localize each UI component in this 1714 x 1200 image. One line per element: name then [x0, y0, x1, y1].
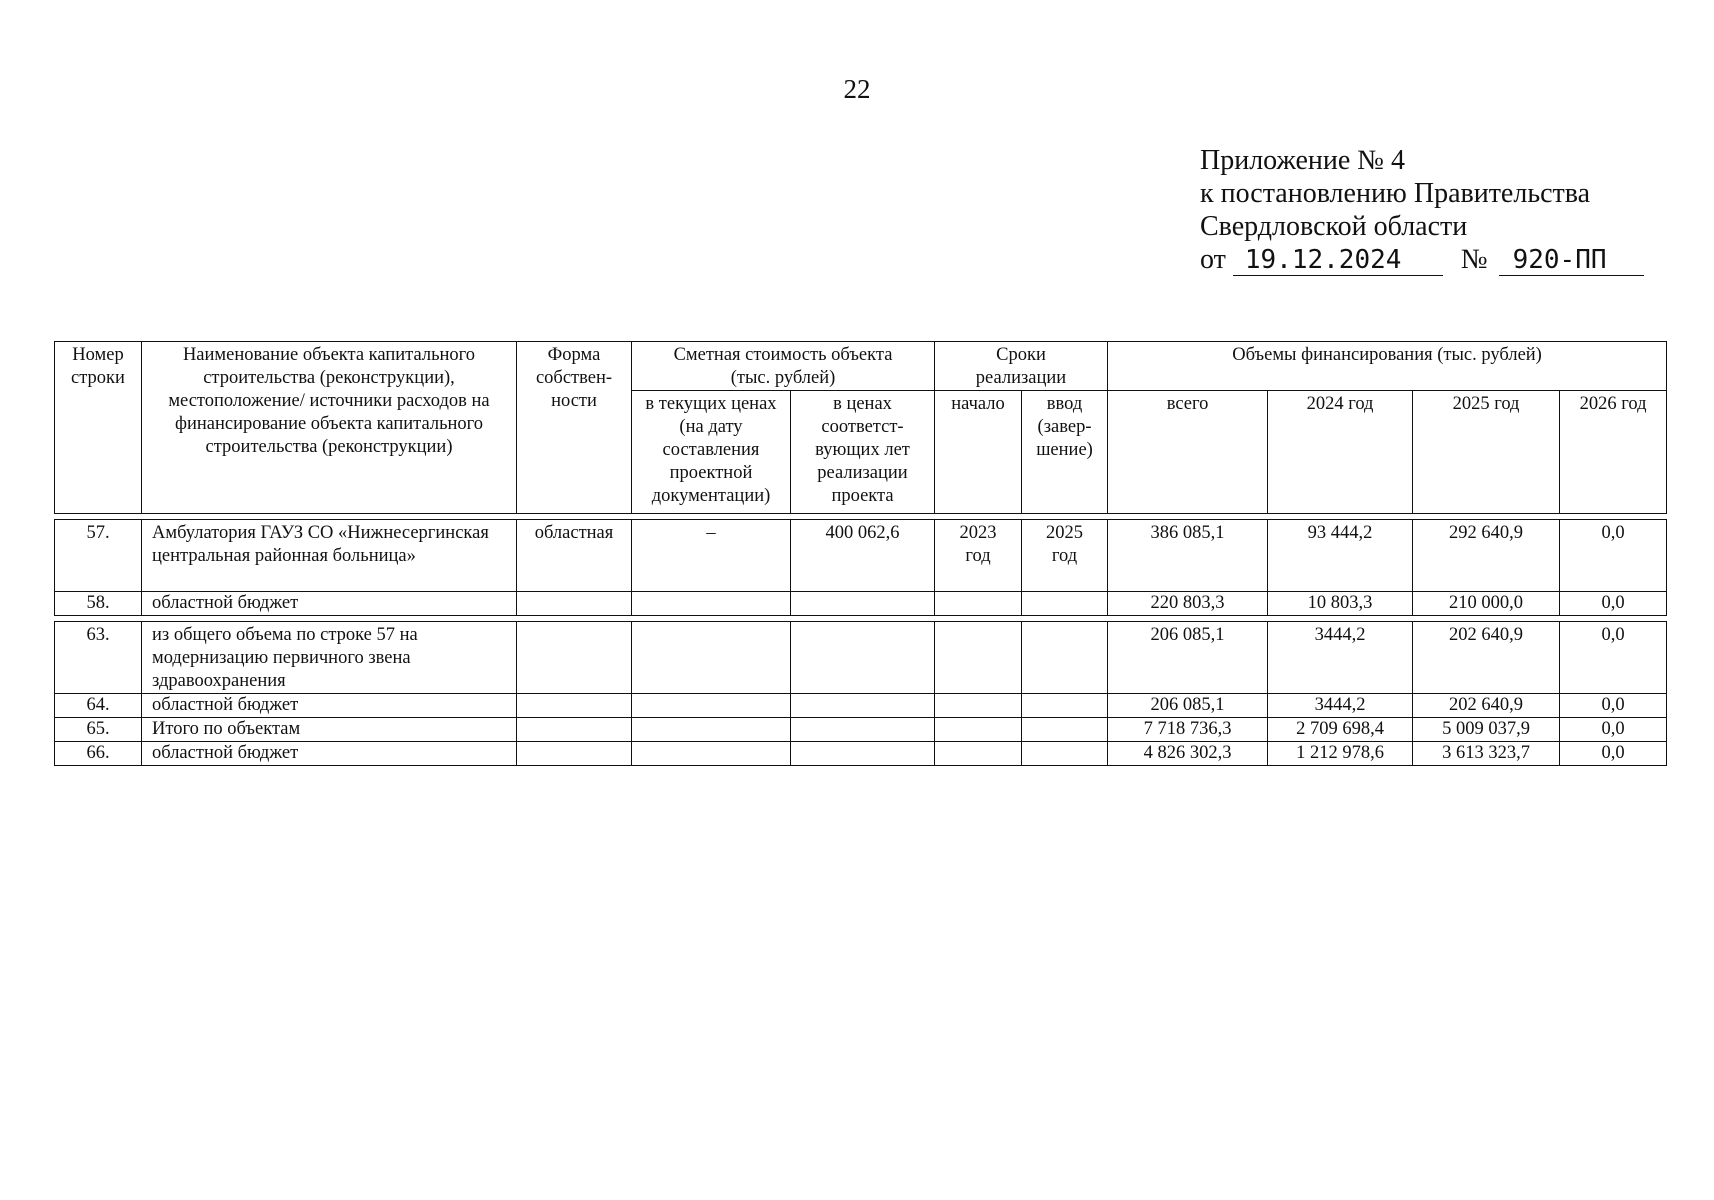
- row-ownership: [517, 592, 632, 616]
- table-row: [55, 694, 1667, 718]
- row-finish: [1022, 622, 1108, 694]
- row-cost-years: [791, 718, 935, 742]
- appendix-title: Приложение № 4: [1200, 145, 1405, 176]
- header-finish: ввод (завер-шение): [1022, 391, 1108, 514]
- decree-date: 19.12.2024: [1233, 245, 1443, 276]
- row-2026: 0,0: [1560, 694, 1667, 718]
- decree-number: 920-ПП: [1499, 245, 1644, 276]
- row-name: Итого по объектам: [142, 718, 517, 742]
- row-finish: [1022, 592, 1108, 616]
- header-2024: 2024 год: [1268, 391, 1413, 514]
- row-2025: 5 009 037,9: [1413, 718, 1560, 742]
- row-cost-current: [632, 622, 791, 694]
- header-terms: Сроки реализации: [935, 342, 1108, 391]
- row-2025: 3 613 323,7: [1413, 742, 1560, 766]
- row-name: областной бюджет: [142, 694, 517, 718]
- row-start: [935, 592, 1022, 616]
- row-ownership: [517, 694, 632, 718]
- row-total: 206 085,1: [1108, 622, 1268, 694]
- row-number: 65.: [55, 718, 142, 742]
- row-2024: 3444,2: [1268, 694, 1413, 718]
- row-total: 386 085,1: [1108, 520, 1268, 592]
- row-name: областной бюджет: [142, 742, 517, 766]
- row-name: областной бюджет: [142, 592, 517, 616]
- row-2025: 202 640,9: [1413, 694, 1560, 718]
- row-2024: 2 709 698,4: [1268, 718, 1413, 742]
- header-object-name: Наименование объекта капитального строительства (реконструкции), местоположение/ источники расходов на финансирование объекта капитального строительства (реконструкции): [142, 342, 517, 514]
- from-label: от: [1200, 244, 1226, 275]
- row-2025: 292 640,9: [1413, 520, 1560, 592]
- row-2026: 0,0: [1560, 520, 1667, 592]
- row-start: [935, 694, 1022, 718]
- row-cost-current: [632, 694, 791, 718]
- row-ownership: областная: [517, 520, 632, 592]
- row-2025: 210 000,0: [1413, 592, 1560, 616]
- table-row: [55, 622, 1667, 694]
- header-total: всего: [1108, 391, 1268, 514]
- row-name: из общего объема по строке 57 на модернизацию первичного звена здравоохранения: [142, 622, 517, 694]
- appendix-date-line: [1200, 243, 1670, 276]
- row-2025: 202 640,9: [1413, 622, 1560, 694]
- row-finish: [1022, 694, 1108, 718]
- row-ownership: [517, 718, 632, 742]
- row-cost-current: –: [632, 520, 791, 592]
- row-2024: 3444,2: [1268, 622, 1413, 694]
- row-cost-years: [791, 694, 935, 718]
- row-ownership: [517, 742, 632, 766]
- row-2024: 93 444,2: [1268, 520, 1413, 592]
- header-funding: Объемы финансирования (тыс. рублей): [1108, 342, 1667, 391]
- row-finish: [1022, 742, 1108, 766]
- row-total: 206 085,1: [1108, 694, 1268, 718]
- table-row: [55, 592, 1667, 616]
- financing-table: [54, 341, 1667, 766]
- row-name: Амбулатория ГАУЗ СО «Нижнесергинская центральная районная больница»: [142, 520, 517, 592]
- row-number: 63.: [55, 622, 142, 694]
- row-2026: 0,0: [1560, 718, 1667, 742]
- table-row: [55, 520, 1667, 592]
- row-number: 64.: [55, 694, 142, 718]
- row-cost-current: [632, 718, 791, 742]
- row-2024: 10 803,3: [1268, 592, 1413, 616]
- appendix-block: [1200, 144, 1670, 276]
- row-2026: 0,0: [1560, 622, 1667, 694]
- header-start: начало: [935, 391, 1022, 514]
- header-2025: 2025 год: [1413, 391, 1560, 514]
- row-cost-years: [791, 622, 935, 694]
- row-total: 4 826 302,3: [1108, 742, 1268, 766]
- table-row: [55, 718, 1667, 742]
- header-estimated-cost: Сметная стоимость объекта (тыс. рублей): [632, 342, 935, 391]
- row-finish: 2025 год: [1022, 520, 1108, 592]
- header-row-number: Номер строки: [55, 342, 142, 514]
- row-cost-years: 400 062,6: [791, 520, 935, 592]
- header-cost-current: в текущих ценах (на дату составления проектной документации): [632, 391, 791, 514]
- row-number: 66.: [55, 742, 142, 766]
- row-2024: 1 212 978,6: [1268, 742, 1413, 766]
- page-number: 22: [843, 74, 871, 104]
- row-total: 220 803,3: [1108, 592, 1268, 616]
- row-ownership: [517, 622, 632, 694]
- row-number: 58.: [55, 592, 142, 616]
- row-cost-years: [791, 742, 935, 766]
- row-finish: [1022, 718, 1108, 742]
- header-2026: 2026 год: [1560, 391, 1667, 514]
- row-cost-current: [632, 742, 791, 766]
- appendix-line-2: к постановлению Правительства: [1200, 178, 1591, 209]
- row-2026: 0,0: [1560, 742, 1667, 766]
- header-ownership: Форма собствен-ности: [517, 342, 632, 514]
- header-cost-years: в ценах соответст-вующих лет реализации проекта: [791, 391, 935, 514]
- row-number: 57.: [55, 520, 142, 592]
- row-start: [935, 718, 1022, 742]
- row-2026: 0,0: [1560, 592, 1667, 616]
- row-cost-years: [791, 592, 935, 616]
- row-start: [935, 742, 1022, 766]
- appendix-line-3: Свердловской области: [1200, 211, 1468, 242]
- row-cost-current: [632, 592, 791, 616]
- row-start: 2023 год: [935, 520, 1022, 592]
- row-start: [935, 622, 1022, 694]
- table-row: [55, 742, 1667, 766]
- row-total: 7 718 736,3: [1108, 718, 1268, 742]
- number-label: №: [1460, 244, 1488, 275]
